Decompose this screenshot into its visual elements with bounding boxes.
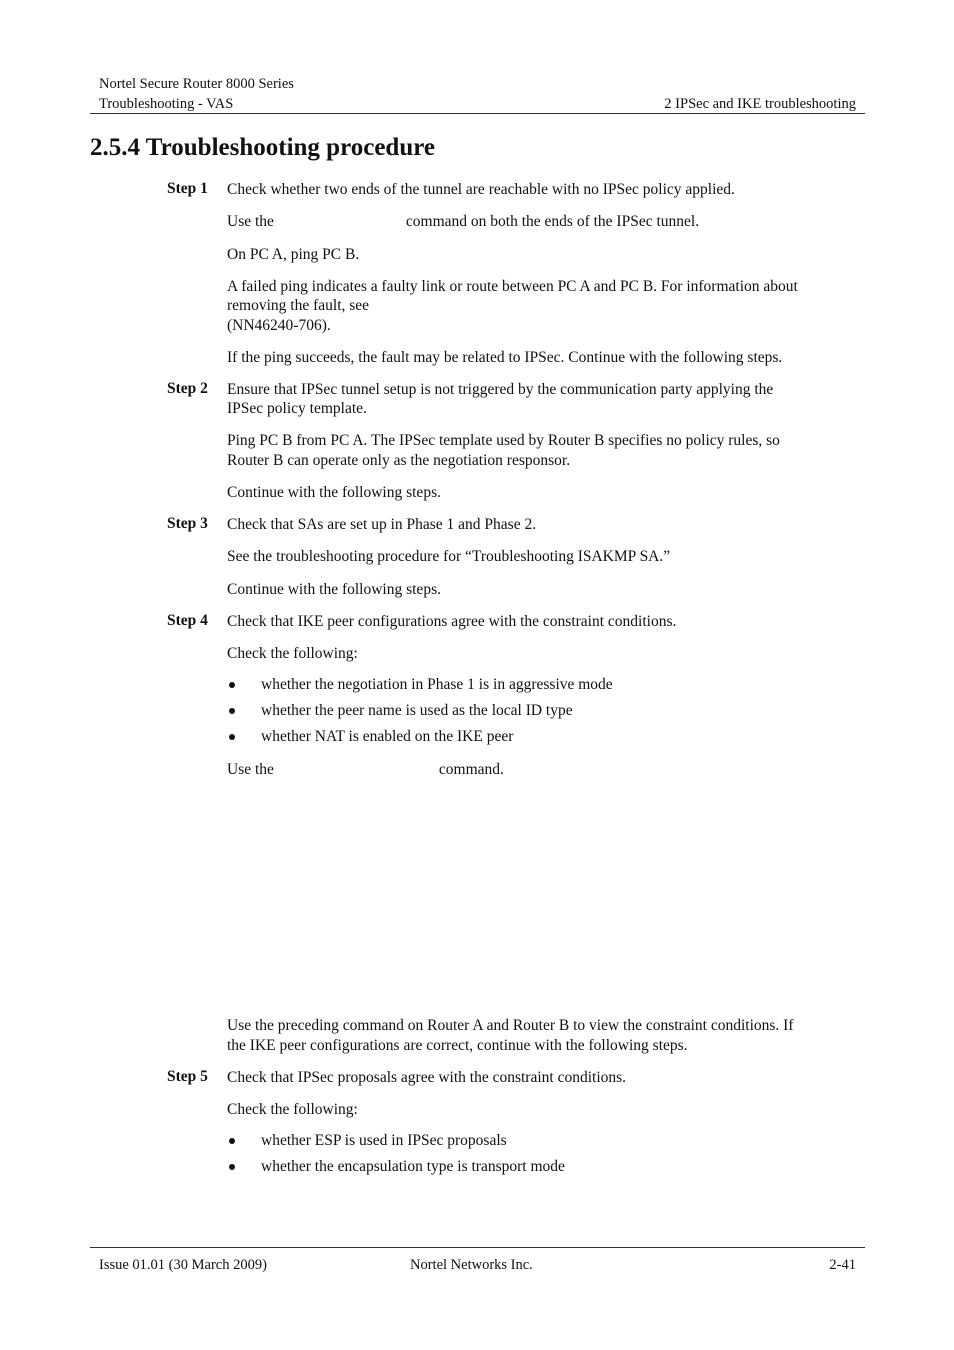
step-2-title-line-1: Ensure that IPSec tunnel setup is not triggered by the communication party applying the	[227, 381, 774, 398]
footer-page-number: 2-41	[829, 1257, 856, 1273]
step-4-after-line-2: the IKE peer configurations are correct, continue with the following steps.	[227, 1037, 688, 1054]
footer-company: Nortel Networks Inc.	[410, 1257, 533, 1273]
step-3-title: Check that SAs are set up in Phase 1 and Phase 2.	[227, 516, 537, 533]
step-5-bullet-1: whether ESP is used in IPSec proposals	[261, 1132, 507, 1149]
step-2-title-line-2: IPSec policy template.	[227, 400, 367, 417]
step-4-title: Check that IKE peer configurations agree with the constraint conditions.	[227, 613, 677, 630]
header-product: Nortel Secure Router 8000 Series	[99, 76, 294, 92]
step-5-check-following: Check the following:	[227, 1101, 358, 1118]
section-title: 2.5.4 Troubleshooting procedure	[90, 134, 435, 161]
step-4-bullet-1: whether the negotiation in Phase 1 is in aggressive mode	[261, 676, 613, 693]
step-4-bullet-2: whether the peer name is used as the local ID type	[261, 702, 573, 719]
step-2-continue: Continue with the following steps.	[227, 484, 441, 501]
step-3-label: Step 3	[167, 515, 208, 532]
step-5-label: Step 5	[167, 1068, 208, 1085]
step-1-ping-line: On PC A, ping PC B.	[227, 246, 360, 263]
step-4-use-command	[227, 760, 857, 780]
step-4-after-line-1: Use the preceding command on Router A and Router B to view the constraint conditions. If	[227, 1017, 794, 1034]
use-the-text: Use the	[227, 213, 274, 230]
step-3-continue: Continue with the following steps.	[227, 581, 441, 598]
step-1-failed-line-1: A failed ping indicates a faulty link or route between PC A and PC B. For information about	[227, 278, 798, 295]
use-the-text: Use the	[227, 761, 274, 778]
command-suffix: command.	[438, 761, 504, 778]
footer-issue: Issue 01.01 (30 March 2009)	[99, 1257, 267, 1273]
step-1-use-command	[227, 212, 857, 232]
footer-rule	[90, 1247, 865, 1248]
header-chapter: 2 IPSec and IKE troubleshooting	[664, 96, 856, 112]
step-1-title: Check whether two ends of the tunnel are reachable with no IPSec policy applied.	[227, 181, 735, 198]
bullet-icon	[229, 682, 235, 688]
step-4-bullet-3: whether NAT is enabled on the IKE peer	[261, 728, 514, 745]
bullet-icon	[229, 708, 235, 714]
step-1-failed-line-3: (NN46240-706).	[227, 317, 331, 334]
step-5-bullet-2: whether the encapsulation type is transport mode	[261, 1158, 565, 1175]
step-4-check-following: Check the following:	[227, 645, 358, 662]
bullet-icon	[229, 1138, 235, 1144]
bullet-icon	[229, 734, 235, 740]
step-3-see-line: See the troubleshooting procedure for “Troubleshooting ISAKMP SA.”	[227, 548, 671, 565]
step-5-title: Check that IPSec proposals agree with the constraint conditions.	[227, 1069, 627, 1086]
header-rule	[90, 113, 865, 114]
command-suffix: command on both the ends of the IPSec tunnel.	[405, 213, 700, 230]
step-2-label: Step 2	[167, 380, 208, 397]
header-doc-title: Troubleshooting - VAS	[99, 96, 234, 112]
step-1-failed-line-2: removing the fault, see	[227, 297, 370, 314]
step-2-ping-line-2: Router B can operate only as the negotiation responsor.	[227, 452, 571, 469]
step-4-label: Step 4	[167, 612, 208, 629]
step-1-success-line: If the ping succeeds, the fault may be related to IPSec. Continue with the following steps.	[227, 349, 783, 366]
step-1-label: Step 1	[167, 180, 208, 197]
bullet-icon	[229, 1164, 235, 1170]
step-2-ping-line-1: Ping PC B from PC A. The IPSec template used by Router B specifies no policy rules, so	[227, 432, 780, 449]
